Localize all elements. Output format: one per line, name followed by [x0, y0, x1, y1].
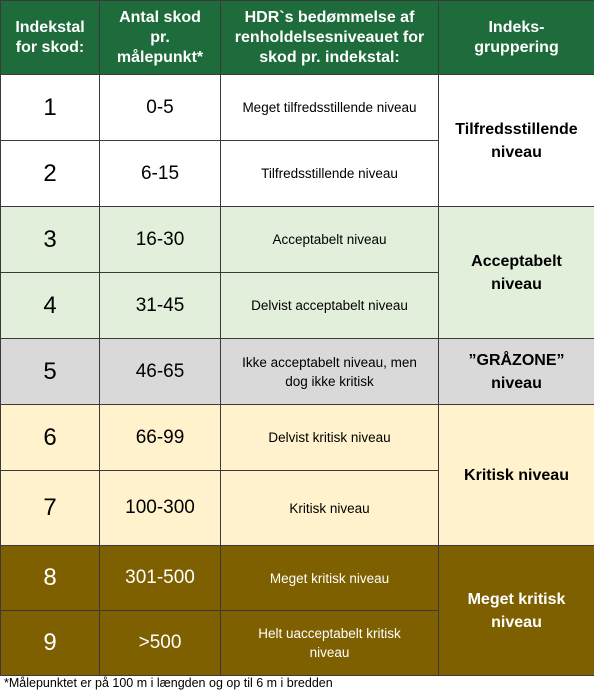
table-row	[1, 75, 594, 141]
group-cell: Kritisk niveau	[439, 405, 594, 546]
index-cell: 3	[1, 207, 100, 273]
table-row	[1, 207, 594, 273]
count-cell: 301-500	[100, 546, 221, 611]
assessment-cell: Kritisk niveau	[221, 471, 439, 546]
index-cell: 4	[1, 273, 100, 339]
assessment-cell: Delvist acceptabelt niveau	[221, 273, 439, 339]
count-cell: 6-15	[100, 141, 221, 207]
count-cell: 100-300	[100, 471, 221, 546]
index-cell: 6	[1, 405, 100, 471]
count-cell: >500	[100, 611, 221, 676]
table-row	[1, 339, 594, 405]
index-cell: 1	[1, 75, 100, 141]
header-count: Antal skod pr. målepunkt*	[100, 1, 221, 75]
index-cell: 2	[1, 141, 100, 207]
footnote: *Målepunktet er på 100 m i længden og op til 6 m i bredden	[4, 676, 333, 690]
count-cell: 16-30	[100, 207, 221, 273]
header-row	[1, 1, 594, 75]
assessment-cell: Meget kritisk niveau	[221, 546, 439, 611]
assessment-cell: Ikke acceptabelt niveau, men dog ikke kritisk	[221, 339, 439, 405]
assessment-cell: Helt uacceptabelt kritisk niveau	[221, 611, 439, 676]
group-cell: Meget kritisk niveau	[439, 546, 594, 676]
index-cell: 5	[1, 339, 100, 405]
index-cell: 9	[1, 611, 100, 676]
group-cell: Acceptabelt niveau	[439, 207, 594, 339]
count-cell: 31-45	[100, 273, 221, 339]
table-row	[1, 546, 594, 611]
assessment-cell: Meget tilfredsstillende niveau	[221, 75, 439, 141]
assessment-cell: Tilfredsstillende niveau	[221, 141, 439, 207]
index-cell: 8	[1, 546, 100, 611]
header-group: Indeks- gruppering	[439, 1, 594, 75]
assessment-cell: Acceptabelt niveau	[221, 207, 439, 273]
index-cell: 7	[1, 471, 100, 546]
count-cell: 0-5	[100, 75, 221, 141]
header-index: Indekstal for skod:	[1, 1, 100, 75]
group-cell: ”GRÅZONE” niveau	[439, 339, 594, 405]
header-assessment: HDR`s bedømmelse af renholdelsesniveauet for skod pr. indekstal:	[221, 1, 439, 75]
count-cell: 46-65	[100, 339, 221, 405]
table-row	[1, 405, 594, 471]
group-cell: Tilfredsstillende niveau	[439, 75, 594, 207]
assessment-cell: Delvist kritisk niveau	[221, 405, 439, 471]
count-cell: 66-99	[100, 405, 221, 471]
